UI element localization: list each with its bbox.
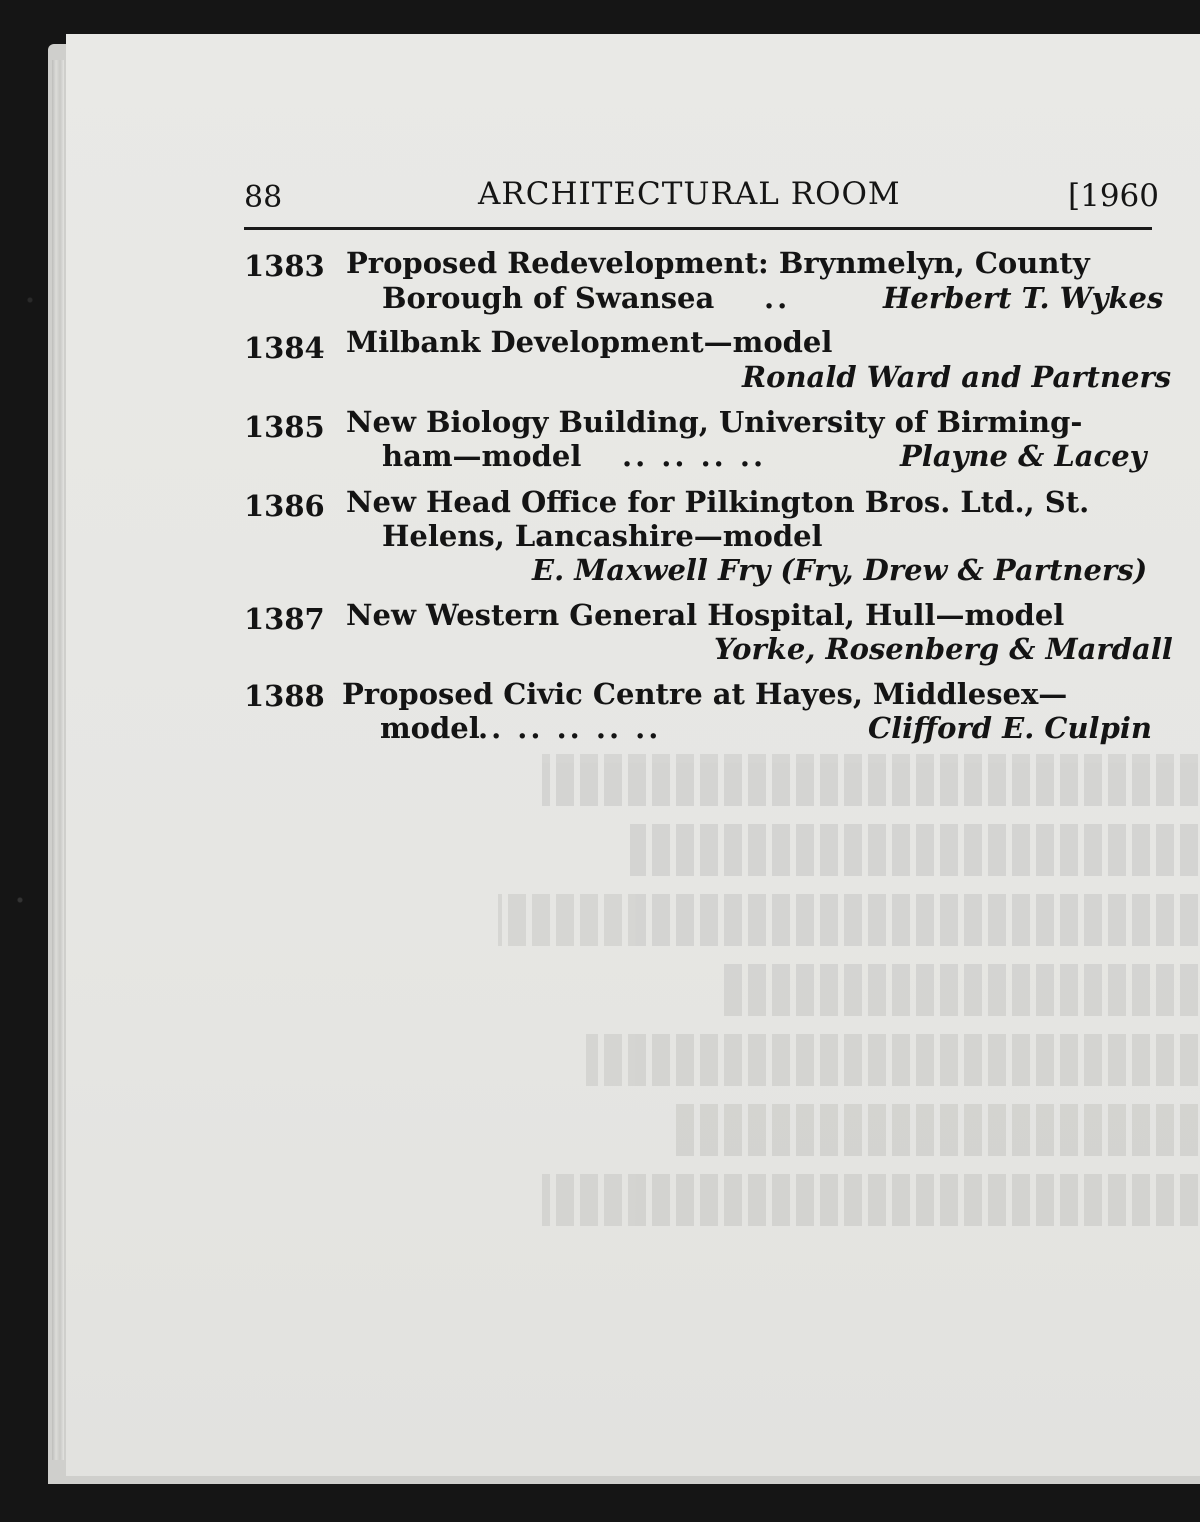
catalogue-number: 1386 (244, 489, 325, 523)
entry-title-line: Borough of Swansea (382, 281, 715, 315)
book-page (66, 34, 1200, 1476)
catalogue-number: 1385 (244, 410, 325, 444)
entry-title-line: New Western General Hospital, Hull—model (346, 598, 1065, 632)
architect-name: E. Maxwell Fry (Fry, Drew & Partners) (532, 553, 1148, 587)
header-rule (244, 227, 1152, 230)
architect-name: Ronald Ward and Partners (742, 360, 1172, 394)
dot-leader: .. .. .. .. (622, 439, 767, 473)
entry-title-line: Proposed Redevelopment: Brynmelyn, County (346, 246, 1090, 280)
header-year: [1960 (1068, 178, 1159, 214)
dot-leader: .. .. .. .. .. (478, 711, 662, 745)
page-edges (52, 60, 64, 1460)
entry-title-line: Milbank Development—model (346, 325, 833, 359)
architect-name: Playne & Lacey (900, 439, 1147, 473)
entry-title-line: model (380, 711, 480, 745)
entry-title-line: New Biology Building, University of Birming- (346, 405, 1083, 439)
architect-name: Yorke, Rosenberg & Mardall (714, 632, 1173, 666)
page-number: 88 (244, 180, 283, 215)
catalogue-number: 1387 (244, 602, 325, 636)
architect-name: Clifford E. Culpin (868, 711, 1152, 745)
running-title: ARCHITECTURAL ROOM (478, 176, 901, 212)
architect-name: Herbert T. Wykes (883, 281, 1164, 315)
entry-title-line: ham—model (382, 439, 582, 473)
page-header (66, 174, 1200, 224)
show-through-text (366, 754, 1200, 1354)
entry-title-line: New Head Office for Pilkington Bros. Ltd., St. (346, 485, 1090, 519)
catalogue-number: 1388 (244, 679, 325, 713)
catalogue-number: 1383 (244, 249, 325, 283)
dot-leader: .. (764, 281, 791, 315)
entry-title-line: Proposed Civic Centre at Hayes, Middlesex— (342, 677, 1068, 711)
catalogue-number: 1384 (244, 331, 325, 365)
entry-title-line: Helens, Lancashire—model (382, 519, 823, 553)
